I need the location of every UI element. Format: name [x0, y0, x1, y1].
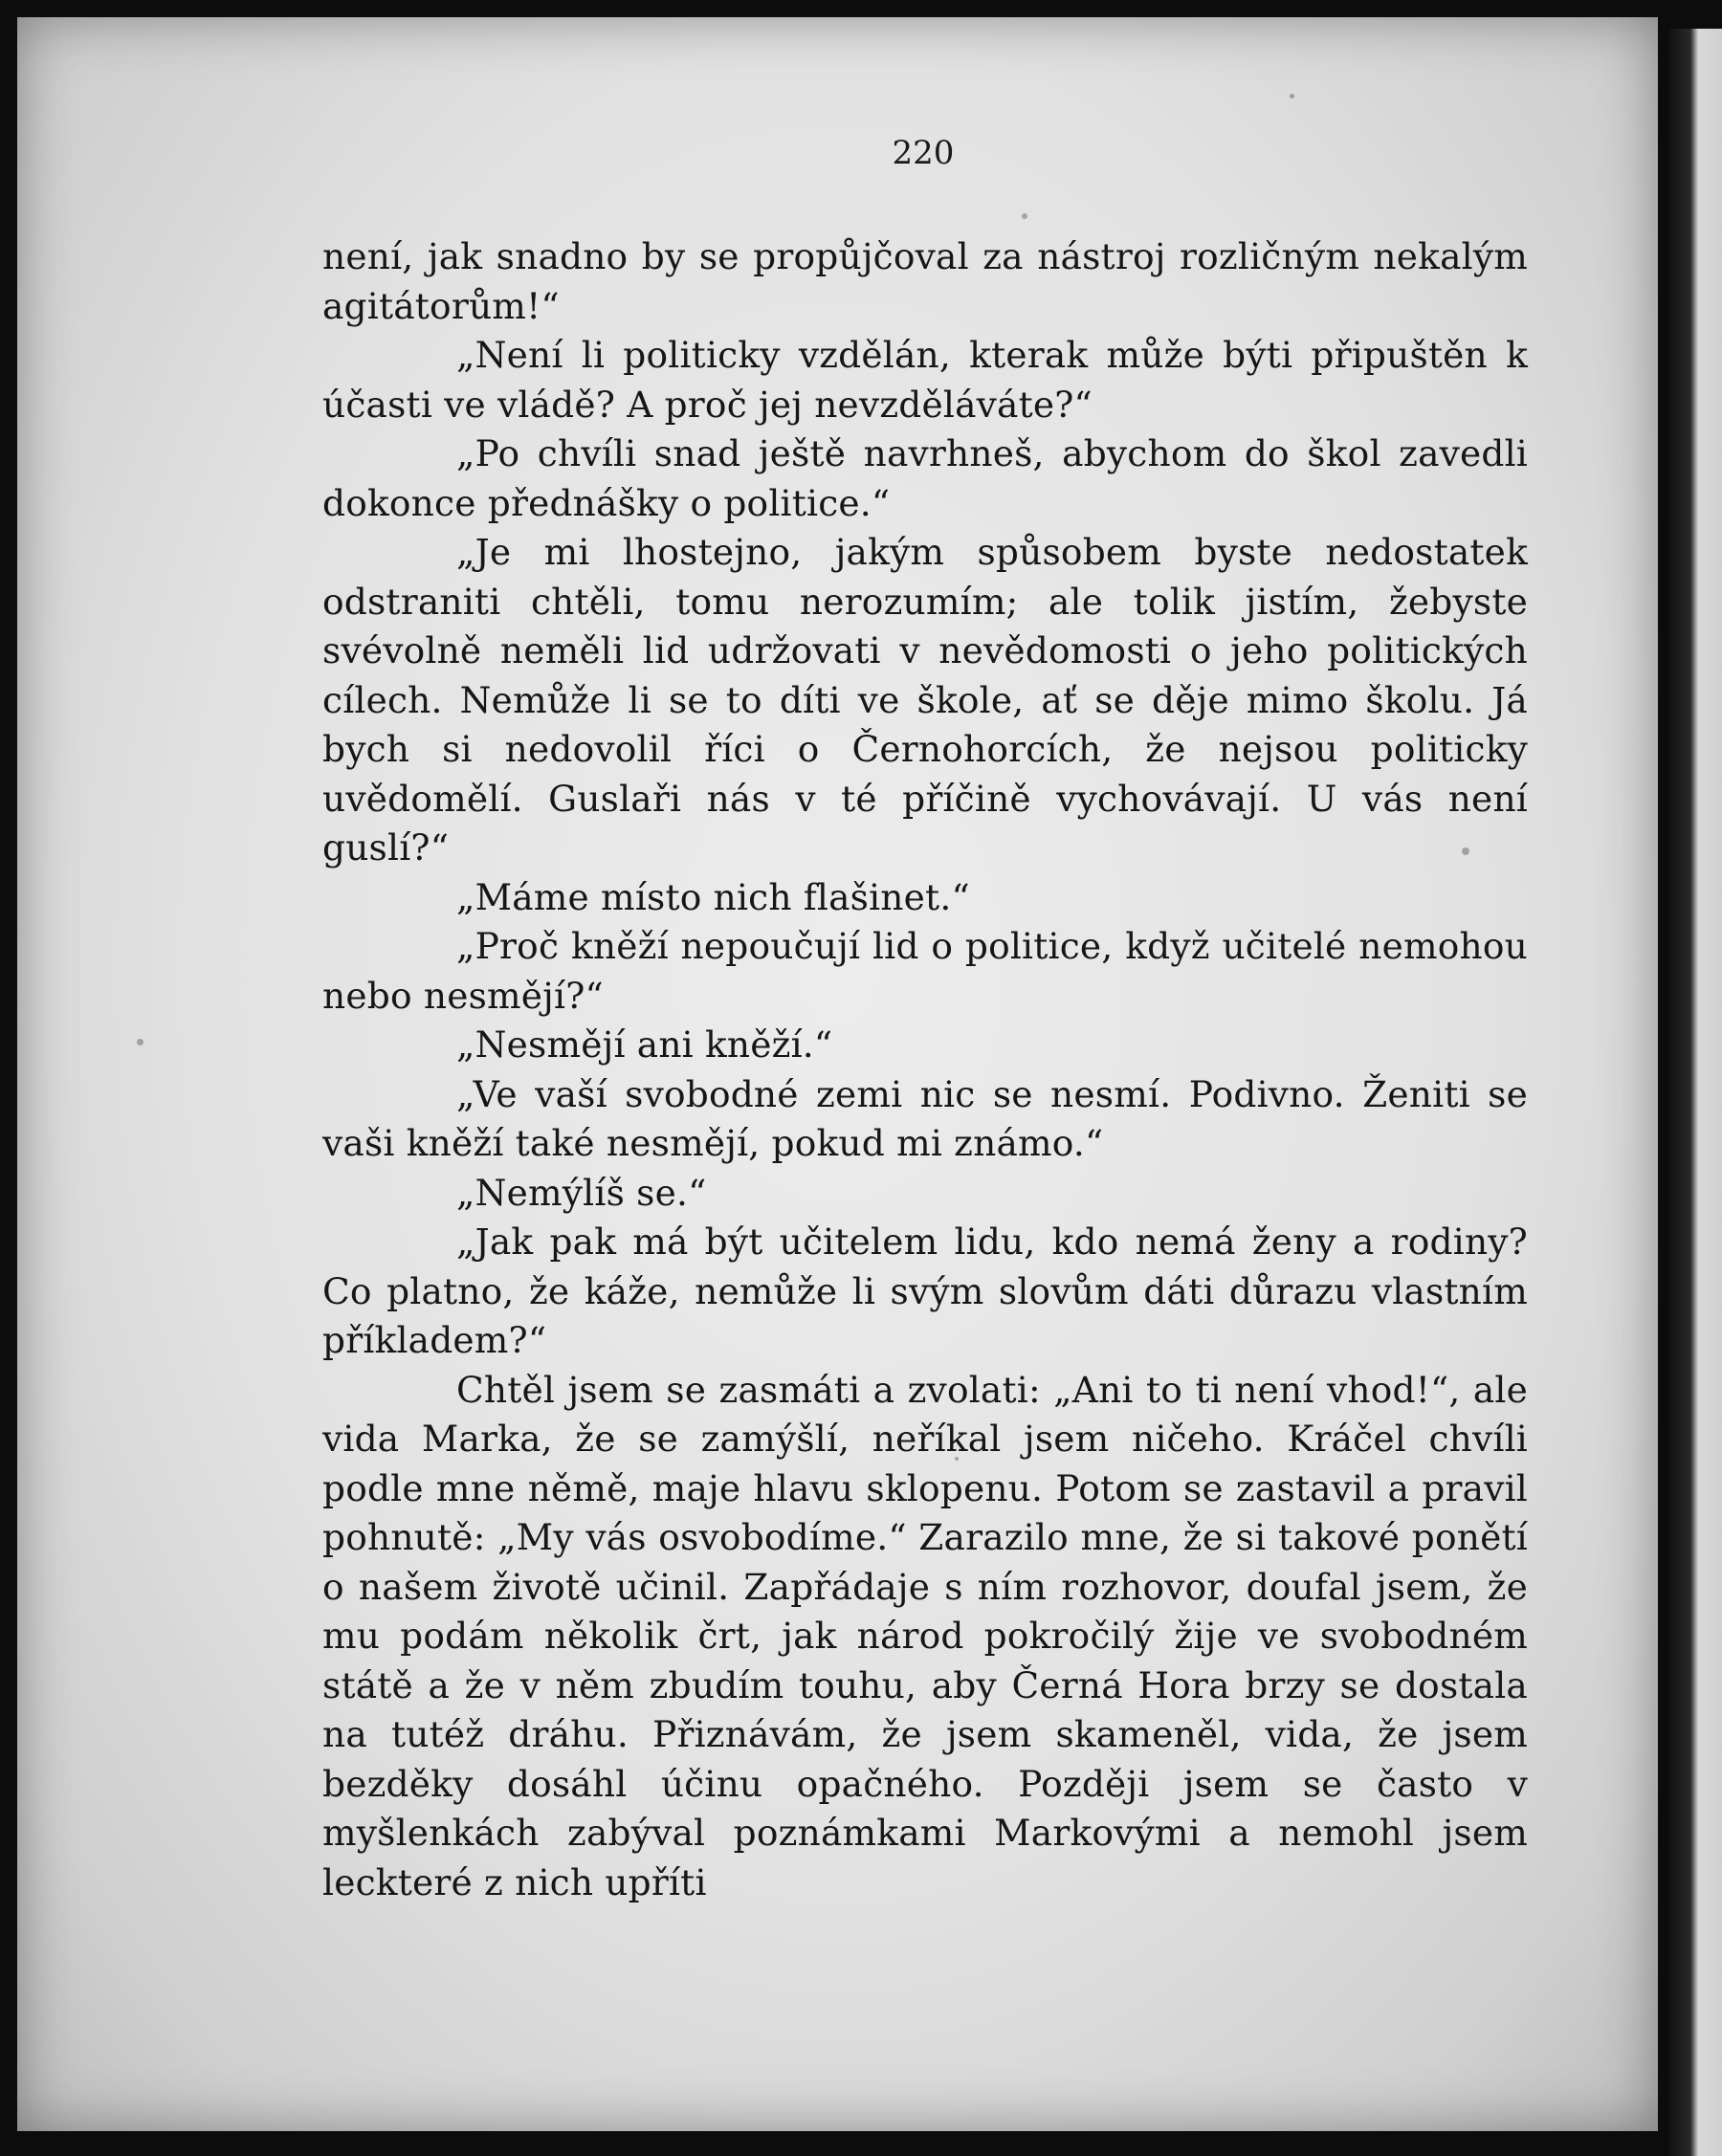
paragraph: „Jak pak má být učitelem lidu, kdo nemá ženy a rodiny? Co platno, že káže, nemůže li svým slovům dáti důrazu vlastním příkladem?“: [322, 1221, 1528, 1361]
paragraph: „Máme místo nich flašinet.“: [456, 875, 970, 918]
paragraph: „Po chvíli snad ještě navrhneš, abychom do škol zavedli dokonce přednášky o politice.“: [322, 432, 1528, 524]
body-text: [322, 232, 1528, 1907]
paragraph: „Nemýlíš se.“: [456, 1171, 707, 1214]
paragraph: „Je mi lhostejno, jakým spůsobem byste nedostatek odstraniti chtěli, tomu nerozumím; ale tolik jistím, žebyste svévolně neměli lid udržovati v nevědomosti o jeho politických cílech. Nemůže li se to díti ve škole, ať se děje mimo školu. Já bych si nedovolil říci o Černohorcích, že nejsou politicky uvědomělí. Guslaři nás v té příčině vychovávají. U vás není guslí?“: [322, 531, 1528, 869]
paragraph: „Proč kněží nepoučují lid o politice, když učitelé nemohou nebo nesmějí?“: [322, 925, 1528, 1017]
page-number: 220: [892, 134, 955, 172]
adjacent-page-edge: [1669, 29, 1722, 2156]
paragraph: „Nesmějí ani kněží.“: [456, 1023, 833, 1066]
paragraph: „Ve vaší svobodné zemi nic se nesmí. Podivno. Ženiti se vaši kněží také nesmějí, pokud mi známo.“: [322, 1072, 1528, 1164]
paragraph: „Není li politicky vzdělán, kterak může býti připuštěn k účasti ve vládě? A proč jej nevzděláváte?“: [322, 334, 1528, 426]
paragraph: Chtěl jsem se zasmáti a zvolati: „Ani to ti není vhod!“, ale vida Marka, že se zamýšlí, neříkal jsem ničeho. Kráčel chvíli podle mne němě, maje hlavu sklopenu. Potom se zastavil a pravil pohnutě: „My vás osvobodíme.“ Zarazilo mne, že si takové ponětí o našem životě učinil. Zapřádaje s ním rozhovor, doufal jsem, že mu podám několik črt, jak národ pokročilý žije ve svobodném státě a že v něm zbudím touhu, aby Černá Hora brzy se dostala na tutéž dráhu. Přiznávám, že jsem skameněl, vida, že jsem bezděky dosáhl účinu opačného. Později jsem se často v myšlenkách zabýval poznámkami Markovými a nemohl jsem leckteré z nich upříti: [322, 1368, 1528, 1903]
paragraph: není, jak snadno by se propůjčoval za nástroj rozličným nekalým agitátorům!“: [322, 235, 1528, 327]
